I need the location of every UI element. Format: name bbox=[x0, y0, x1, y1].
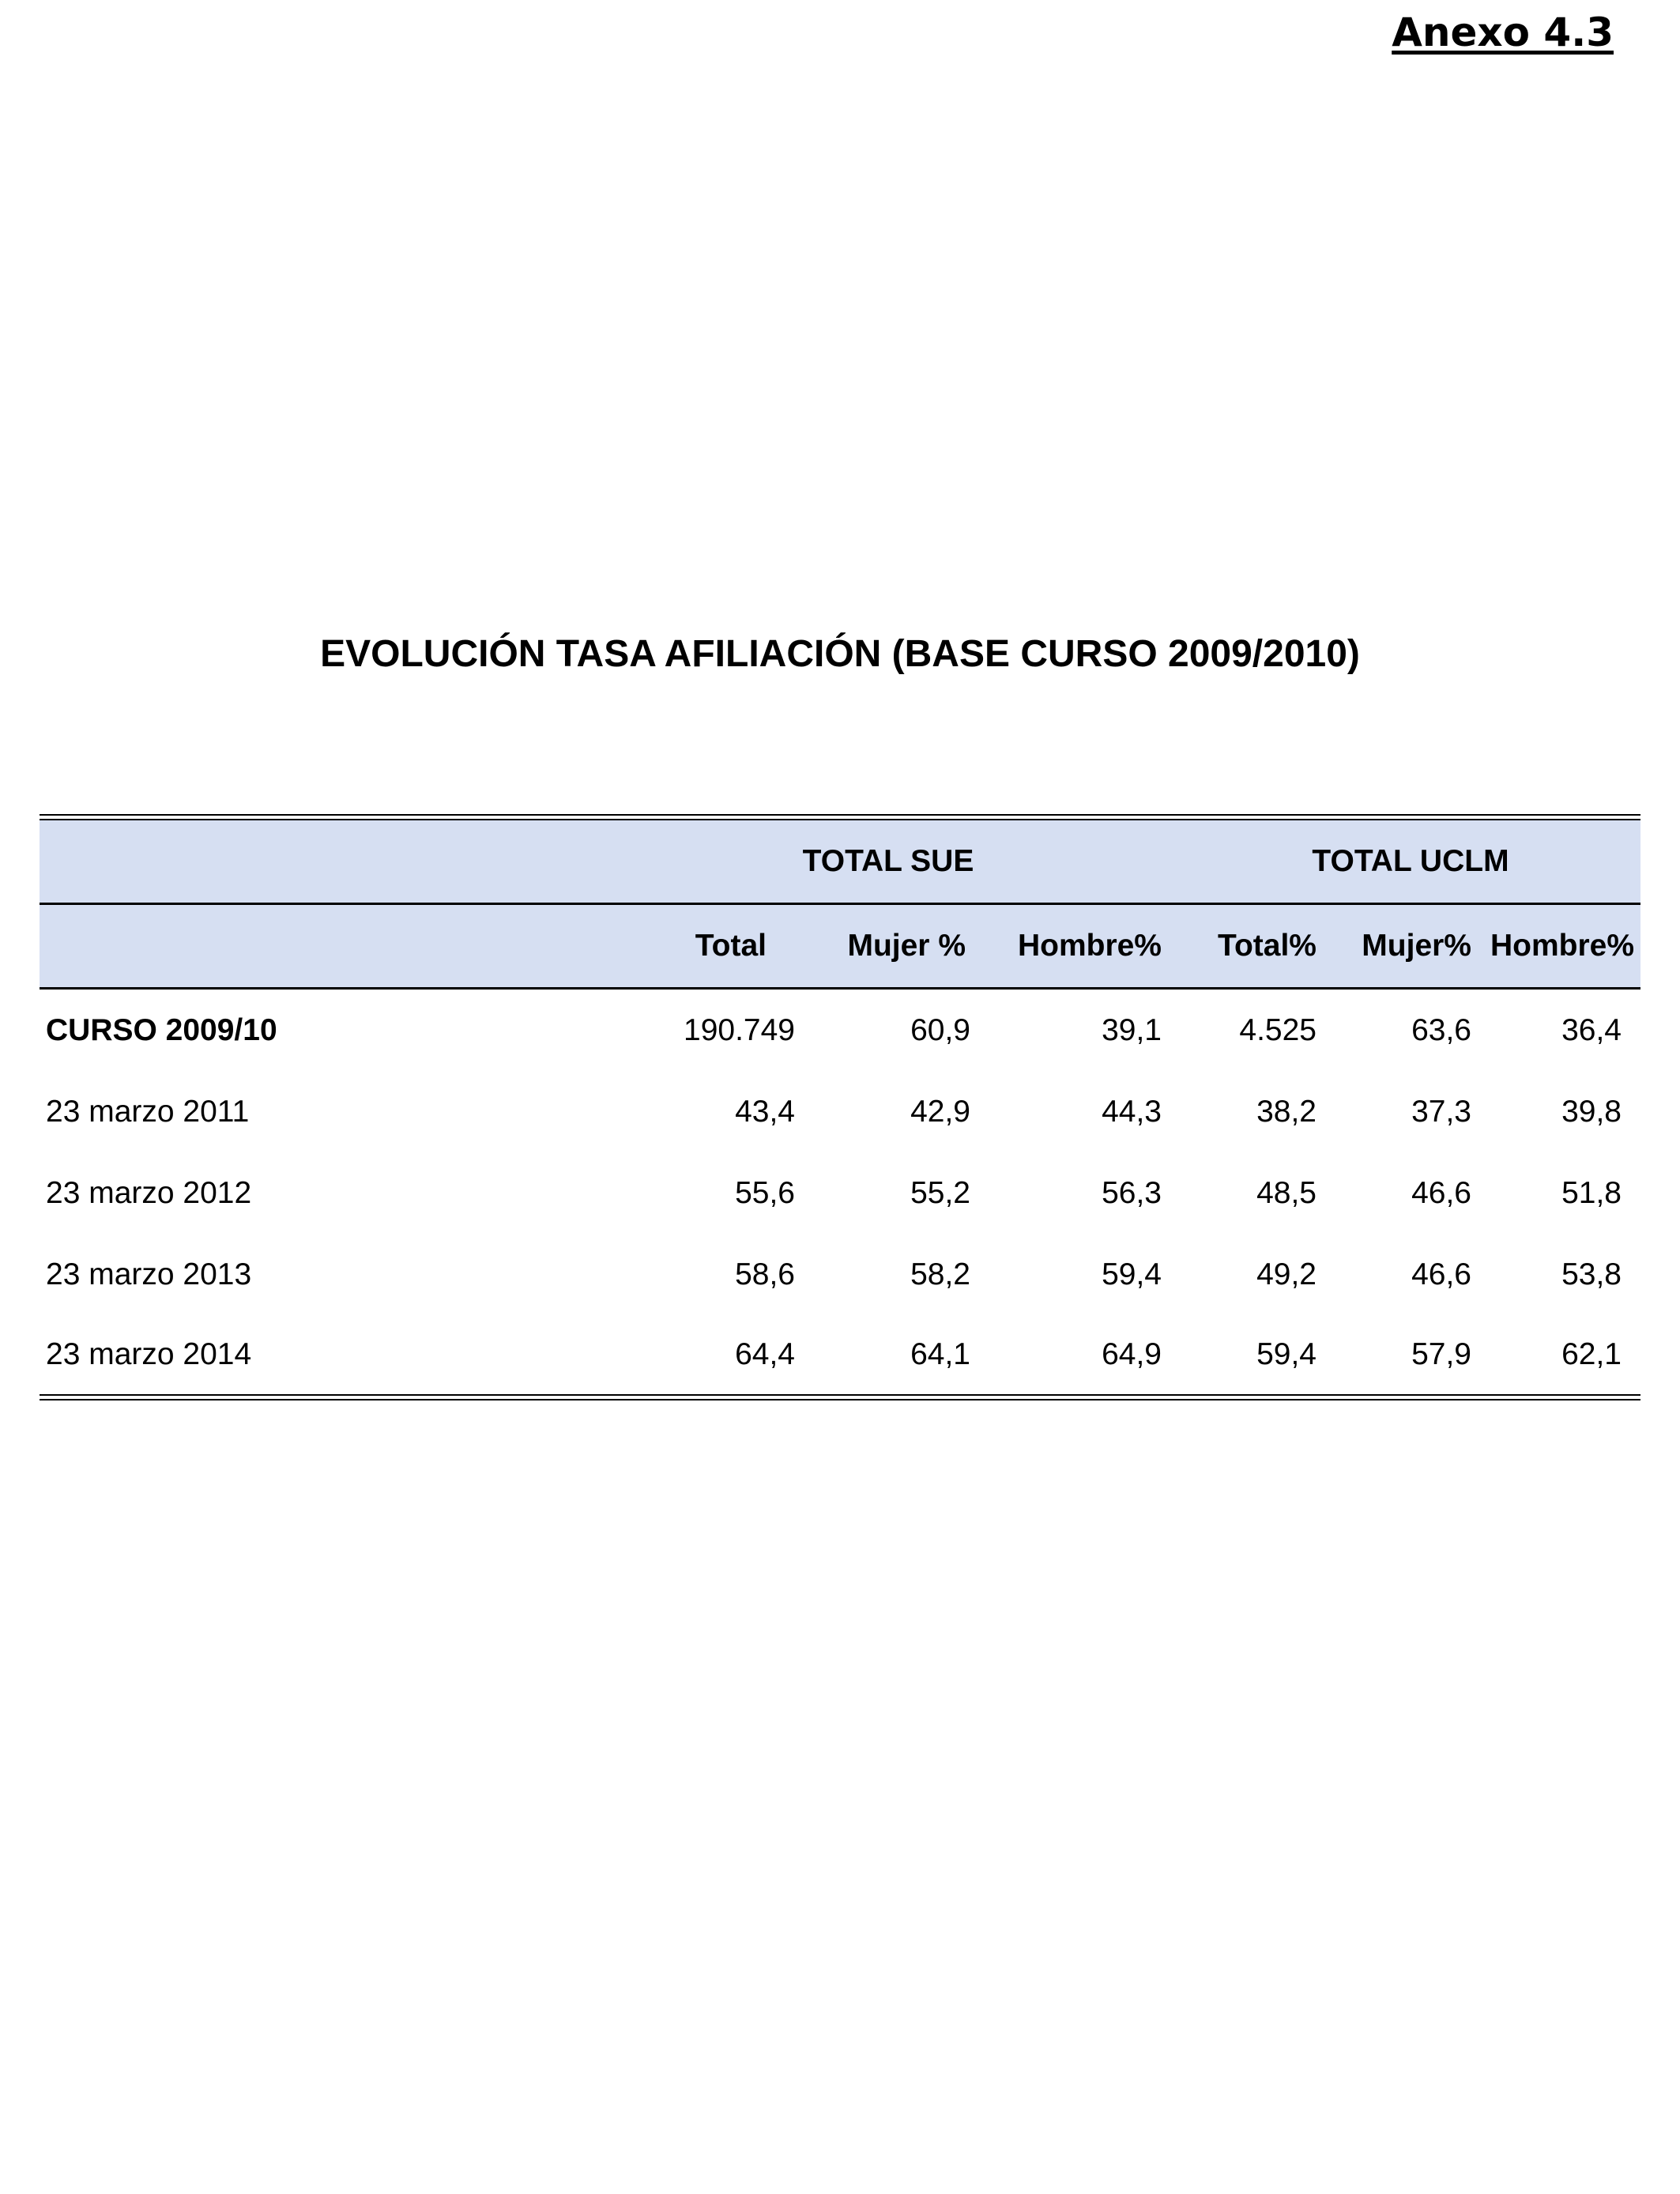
column-header-sue-total: Total bbox=[596, 904, 814, 989]
table-column-header-row bbox=[40, 904, 1640, 989]
table-cell: 4.525 bbox=[1239, 1012, 1317, 1047]
row-label: CURSO 2009/10 bbox=[46, 1012, 277, 1047]
table-row bbox=[40, 989, 1640, 1072]
table-cell: 55,6 bbox=[735, 1175, 795, 1210]
column-header-sue-mujer: Mujer % bbox=[814, 904, 989, 989]
table-cell: 46,6 bbox=[1411, 1175, 1471, 1210]
table-row bbox=[40, 1315, 1640, 1394]
table-cell: 53,8 bbox=[1561, 1257, 1622, 1291]
row-label: 23 marzo 2011 bbox=[46, 1094, 250, 1129]
group-header-total-uclm: TOTAL UCLM bbox=[1181, 820, 1640, 904]
affiliation-rate-table bbox=[40, 820, 1640, 1394]
table-cell: 64,9 bbox=[1102, 1337, 1162, 1371]
table-cell: 62,1 bbox=[1561, 1337, 1622, 1371]
column-header-uclm-mujer: Mujer% bbox=[1335, 904, 1490, 989]
affiliation-table-container bbox=[40, 814, 1640, 1400]
table-cell: 64,1 bbox=[910, 1337, 970, 1371]
table-cell: 44,3 bbox=[1102, 1094, 1162, 1129]
table-bottom-rule bbox=[40, 1394, 1640, 1400]
table-cell: 37,3 bbox=[1411, 1094, 1471, 1129]
table-cell: 55,2 bbox=[910, 1175, 970, 1210]
table-cell: 48,5 bbox=[1256, 1175, 1317, 1210]
table-top-rule bbox=[40, 814, 1640, 820]
table-cell: 59,4 bbox=[1256, 1337, 1317, 1371]
column-header-uclm-hombre: Hombre% bbox=[1490, 904, 1640, 989]
table-cell: 42,9 bbox=[910, 1094, 970, 1129]
table-cell: 60,9 bbox=[910, 1012, 970, 1047]
annex-label: Anexo 4.3 bbox=[1392, 9, 1614, 55]
table-cell: 59,4 bbox=[1102, 1257, 1162, 1291]
table-cell: 63,6 bbox=[1411, 1012, 1471, 1047]
table-cell: 36,4 bbox=[1561, 1012, 1622, 1047]
row-label: 23 marzo 2012 bbox=[46, 1175, 252, 1210]
header-empty-cell bbox=[40, 820, 596, 904]
table-cell: 56,3 bbox=[1102, 1175, 1162, 1210]
table-cell: 190.749 bbox=[684, 1012, 795, 1047]
table-cell: 39,1 bbox=[1102, 1012, 1162, 1047]
table-cell: 43,4 bbox=[735, 1094, 795, 1129]
group-header-total-sue: TOTAL SUE bbox=[596, 820, 1181, 904]
row-label: 23 marzo 2014 bbox=[46, 1337, 252, 1371]
table-cell: 51,8 bbox=[1561, 1175, 1622, 1210]
table-row bbox=[40, 1071, 1640, 1152]
table-cell: 46,6 bbox=[1411, 1257, 1471, 1291]
table-group-header-row bbox=[40, 820, 1640, 904]
table-row bbox=[40, 1152, 1640, 1234]
table-cell: 58,2 bbox=[910, 1257, 970, 1291]
table-cell: 64,4 bbox=[735, 1337, 795, 1371]
table-cell: 57,9 bbox=[1411, 1337, 1471, 1371]
table-cell: 39,8 bbox=[1561, 1094, 1622, 1129]
table-row bbox=[40, 1234, 1640, 1315]
table-cell: 49,2 bbox=[1256, 1257, 1317, 1291]
table-cell: 58,6 bbox=[735, 1257, 795, 1291]
document-title: EVOLUCIÓN TASA AFILIACIÓN (BASE CURSO 2009/2010) bbox=[320, 633, 1360, 675]
column-header-sue-hombre: Hombre% bbox=[989, 904, 1181, 989]
column-header-uclm-total: Total% bbox=[1181, 904, 1335, 989]
row-label: 23 marzo 2013 bbox=[46, 1257, 252, 1291]
table-cell: 38,2 bbox=[1256, 1094, 1317, 1129]
header-empty-cell bbox=[40, 904, 596, 989]
